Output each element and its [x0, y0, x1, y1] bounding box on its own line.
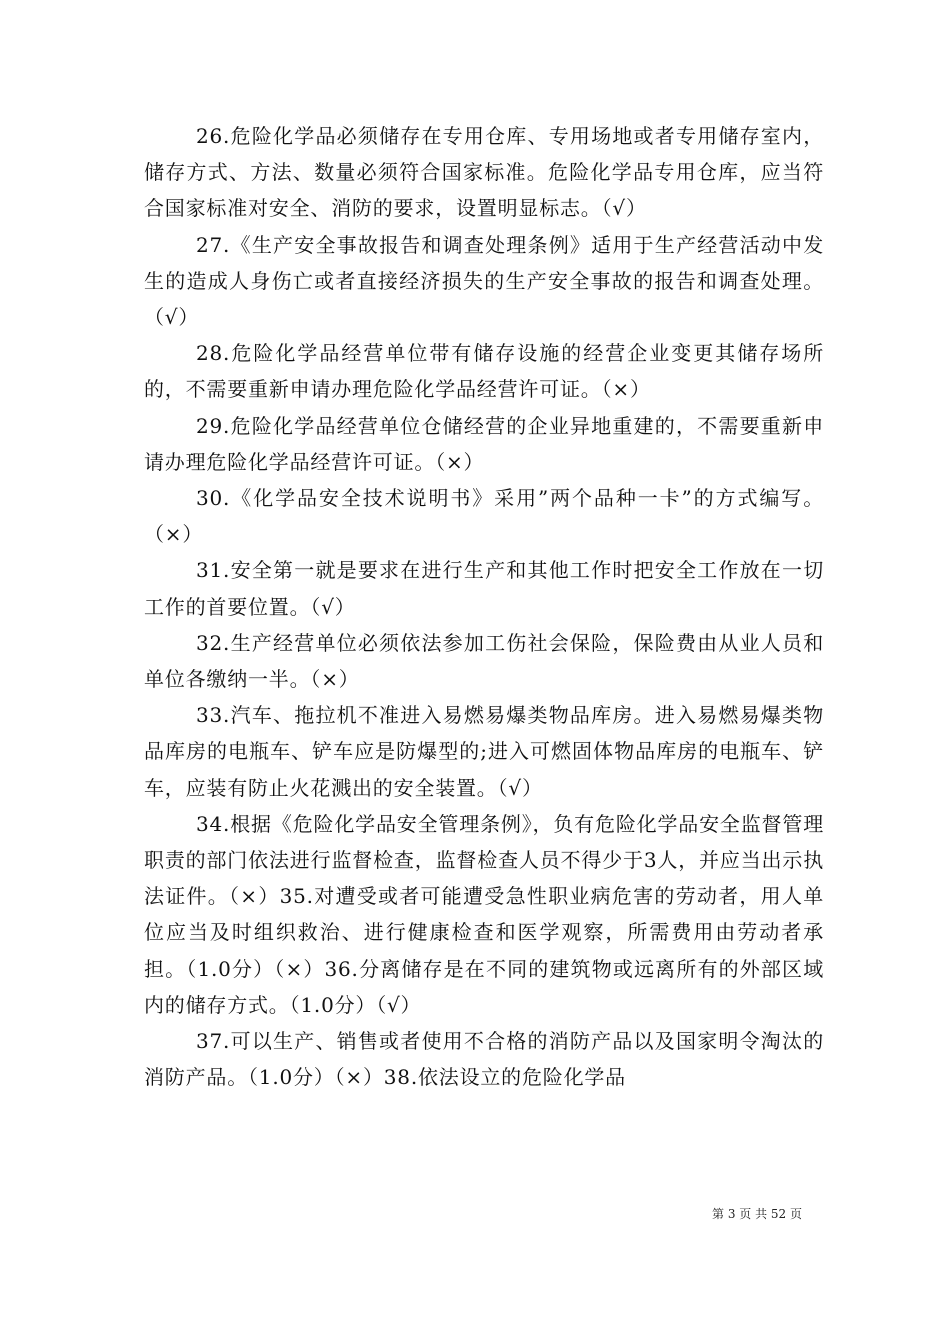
paragraph-34-36: 34.根据《危险化学品安全管理条例》，负有危险化学品安全监督管理职责的部门依法进行监督检查，监督检查人员不得少于3人，并应当出示执法证件。（×）35.对遭受或者可能遭受急性职业病危害的劳动者，用人单位应当及时组织救治、进行健康检查和医学观察，所需费用由劳动者承担。（1.0分）（×）36.分离储存是在不同的建筑物或远离所有的外部区域内的储存方式。（1.0分）（√）: [144, 811, 824, 1017]
paragraph-32: 32.生产经营单位必须依法参加工伤社会保险，保险费由从业人员和单位各缴纳一半。（×）: [144, 630, 824, 692]
paragraph-33: 33.汽车、拖拉机不准进入易燃易爆类物品库房。进入易燃易爆类物品库房的电瓶车、铲车应是防爆型的;进入可燃固体物品库房的电瓶车、铲车，应装有防止火花溅出的安全装置。（√）: [144, 703, 824, 800]
paragraph-27: 27.《生产安全事故报告和调查处理条例》适用于生产经营活动中发生的造成人身伤亡或者直接经济损失的生产安全事故的报告和调查处理。（√）: [144, 232, 824, 330]
paragraph-29: 29.危险化学品经营单位仓储经营的企业异地重建的，不需要重新申请办理危险化学品经营许可证。（×）: [144, 413, 824, 474]
paragraph-31: 31.安全第一就是要求在进行生产和其他工作时把安全工作放在一切工作的首要位置。（√）: [144, 558, 824, 619]
paragraph-37-38: 37.可以生产、销售或者使用不合格的消防产品以及国家明令淘汰的消防产品。（1.0分）（×）38.依法设立的危险化学品: [144, 1029, 824, 1090]
page-number-footer: 第 3 页 共 52 页: [712, 1207, 802, 1221]
document-body: [144, 118, 824, 1095]
paragraph-30: 30.《化学品安全技术说明书》采用”两个品种一卡”的方式编写。（×）: [144, 486, 824, 547]
paragraph-26: 26.危险化学品必须储存在专用仓库、专用场地或者专用储存室内，储存方式、方法、数量必须符合国家标准。危险化学品专用仓库，应当符合国家标准对安全、消防的要求，设置明显标志。（√）: [144, 124, 824, 221]
paragraph-28: 28.危险化学品经营单位带有储存设施的经营企业变更其储存场所的，不需要重新申请办理危险化学品经营许可证。（×）: [144, 341, 824, 402]
